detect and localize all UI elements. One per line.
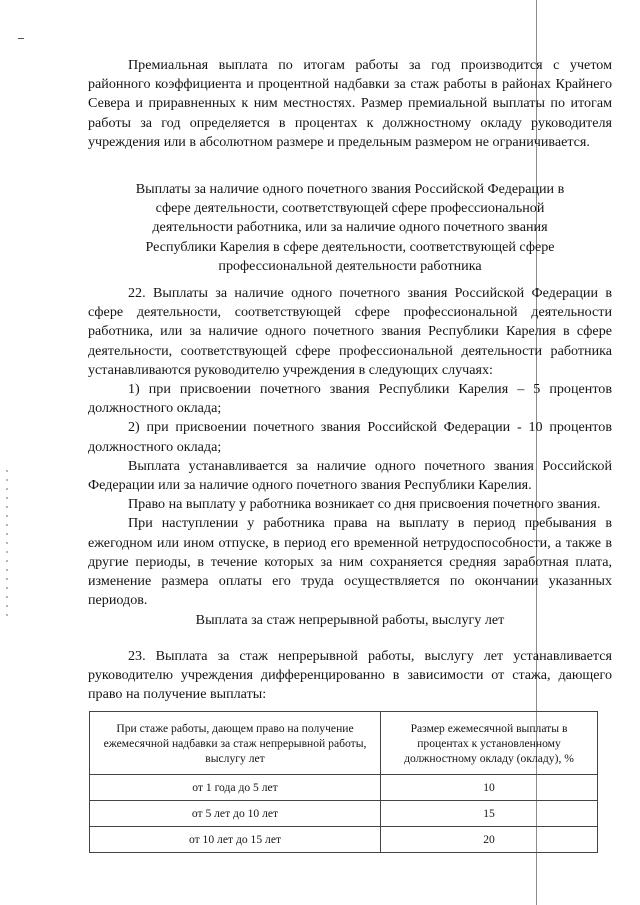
table-header-percent: Размер ежемесячной выплаты в процентах к установленному должностному окладу (окладу), % bbox=[381, 712, 598, 775]
table-cell-period: от 1 года до 5 лет bbox=[90, 775, 381, 801]
honorary-section-heading: Выплаты за наличие одного почетного звания Российской Федерации в сфере деятельности, соответствующей сфере профессиональной деятельности работника, или за наличие одного почетного звания Республики Карелия в сфере деятельности, соответствующей сфере профессиональной деятельности работника bbox=[135, 181, 565, 274]
intro-paragraph: Премиальная выплата по итогам работы за год производится с учетом районного коэффициента и процентной надбавки за стаж работы в районах Крайнего Севера и приравненных к ним местностях. Размер премиальной выплаты по итогам работы за год определяется в процентах к должностному окладу руководителя учреждения или в абсолютном размере и предельным размером не ограничивается. bbox=[88, 57, 612, 150]
seniority-table bbox=[89, 711, 598, 853]
case-2: 2) при присвоении почетного звания Российской Федерации - 10 процентов должностного оклада; bbox=[88, 419, 612, 455]
case-1: 1) при присвоении почетного звания Республики Карелия – 5 процентов должностного оклада; bbox=[88, 381, 612, 417]
table-row bbox=[90, 827, 598, 853]
scan-edge-dots bbox=[6, 470, 8, 620]
table-row bbox=[90, 801, 598, 827]
paragraph-22: 22. Выплаты за наличие одного почетного звания Российской Федерации в сфере деятельности, соответствующей сфере профессиональной деятельности работника, или за наличие одного почетного звания Республики Карелия в сфере деятельности, соответствующей сфере профессиональной деятельности работника устанавливаются руководителю учреждения в следующих случаях: bbox=[88, 285, 612, 378]
vacation-paragraph: При наступлении у работника права на выплату в период пребывания в ежегодном или ином отпуске, в период его временной нетрудоспособности, а также в другие периоды, в течение которых за ним сохраняется средняя заработная плата, изменение размера оплаты его труда осуществляется по окончании указанных периодов. bbox=[88, 515, 612, 609]
table-row bbox=[90, 775, 598, 801]
seniority-section-heading: Выплата за стаж непрерывной работы, выслугу лет bbox=[195, 612, 505, 628]
table-cell-period: от 10 лет до 15 лет bbox=[90, 827, 381, 853]
table-cell-period: от 5 лет до 10 лет bbox=[90, 801, 381, 827]
table-header-period: При стаже работы, дающем право на получение ежемесячной надбавки за стаж непрерывной работы, выслугу лет bbox=[90, 712, 381, 775]
table-cell-percent: 20 bbox=[381, 827, 598, 853]
corner-mark bbox=[18, 38, 24, 39]
table-cell-percent: 10 bbox=[381, 775, 598, 801]
single-title-paragraph: Выплата устанавливается за наличие одного почетного звания Российской Федерации или за наличие одного почетного звания Республики Карелия. bbox=[88, 457, 612, 494]
table-header-row bbox=[90, 712, 598, 775]
paragraph-23: 23. Выплата за стаж непрерывной работы, выслугу лет устанавливается руководителю учреждения дифференцированно в зависимости от стажа, дающего право на получение выплаты: bbox=[88, 648, 612, 703]
honorary-section-body bbox=[88, 284, 612, 610]
right-to-payment-paragraph: Право на выплату у работника возникает со дня присвоения почетного звания. bbox=[128, 496, 601, 513]
table-cell-percent: 15 bbox=[381, 801, 598, 827]
